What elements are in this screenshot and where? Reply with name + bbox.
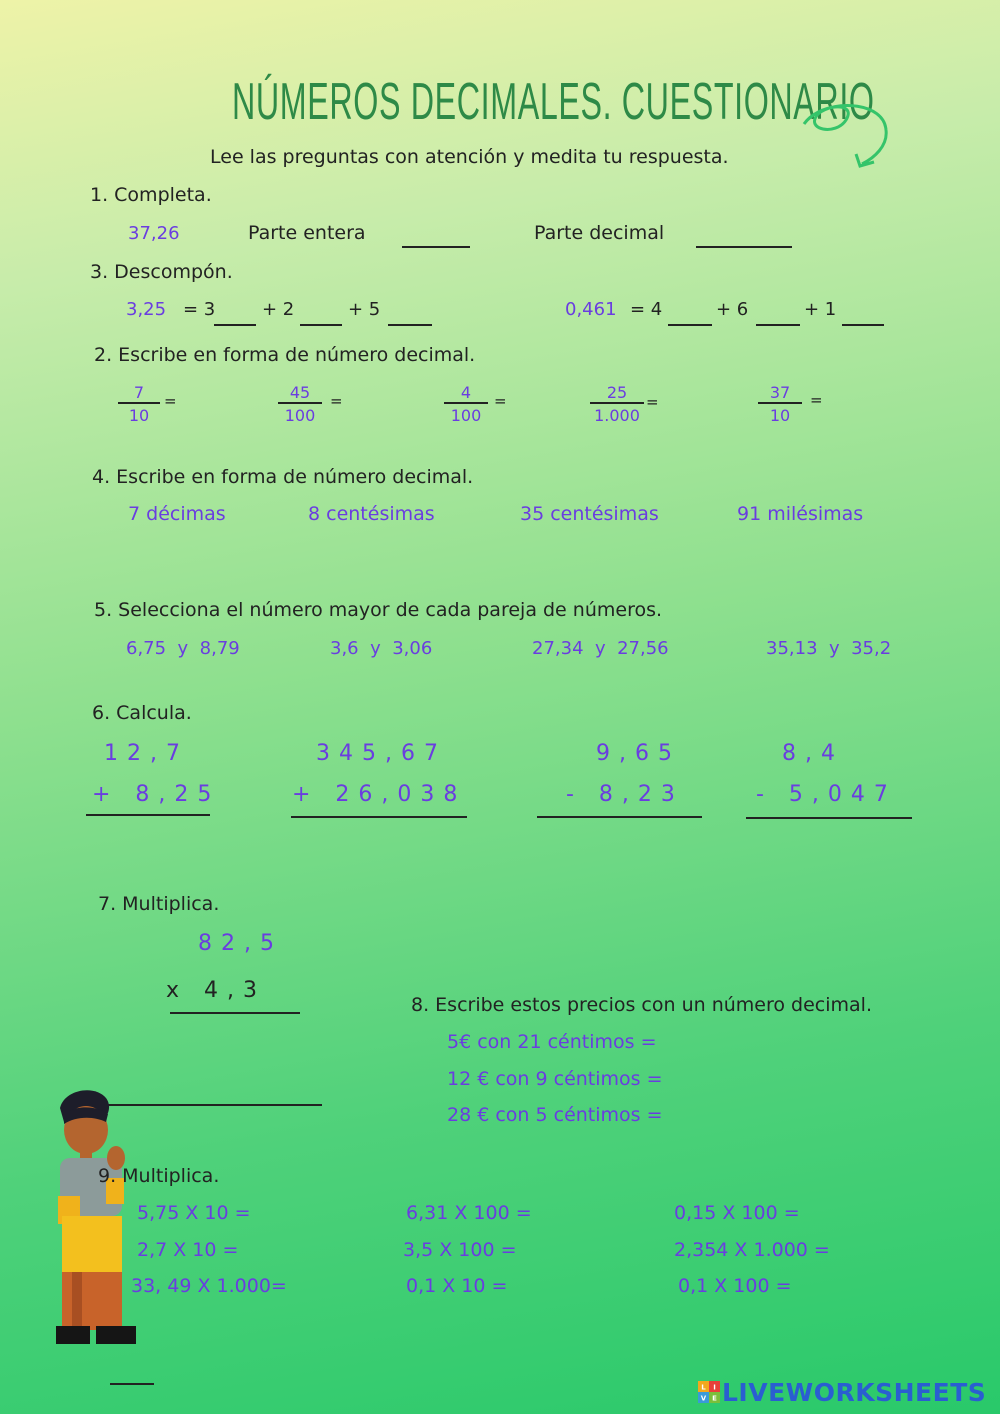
- q1-label: 1. Completa.: [90, 184, 212, 206]
- q3-a-number: 3,25: [126, 299, 167, 320]
- q3-b-input-1[interactable]: [668, 308, 712, 326]
- page-subtitle: Lee las preguntas con atención y medita tu respuesta.: [210, 146, 729, 168]
- fraction-denominator: 1.000: [594, 406, 640, 425]
- q6-op-bottom: - 5,047: [756, 782, 897, 807]
- q6-answer-line[interactable]: [291, 816, 467, 818]
- fraction-denominator: 100: [284, 406, 316, 425]
- fraction-1: [118, 383, 160, 425]
- q9-item[interactable]: 6,31 X 100 =: [406, 1202, 532, 1224]
- q1-decimal-label: Parte decimal: [534, 222, 665, 244]
- q6-label: 6. Calcula.: [92, 702, 192, 724]
- q7-top: 82,5: [198, 931, 283, 956]
- equals-sign: =: [646, 393, 659, 411]
- q5-label: 5. Selecciona el número mayor de cada pareja de números.: [94, 599, 663, 621]
- fraction-denominator: 100: [450, 406, 482, 425]
- q3-a-part-2: + 2: [262, 299, 295, 320]
- q6-answer-line[interactable]: [746, 817, 912, 819]
- q5-option[interactable]: 6,75: [126, 638, 167, 659]
- q9-item[interactable]: 2,7 X 10 =: [137, 1239, 239, 1261]
- fraction-5: [758, 383, 802, 425]
- q3-b-part-3: + 1: [804, 299, 837, 320]
- q5-pair: [532, 638, 669, 659]
- q6-op-bottom: + 8,25: [92, 782, 221, 807]
- q5-option[interactable]: 3,6: [330, 638, 359, 659]
- q1-decimal-input[interactable]: [696, 232, 792, 248]
- q9-item[interactable]: 33, 49 X 1.000=: [131, 1275, 287, 1297]
- q9-item[interactable]: 0,1 X 10 =: [406, 1275, 508, 1297]
- q9-item[interactable]: 0,15 X 100 =: [674, 1202, 800, 1224]
- q5-connector: y: [828, 638, 840, 659]
- liveworksheets-logo-icon: [698, 1381, 720, 1403]
- q7-partial-line[interactable]: [170, 1012, 300, 1014]
- q5-pair: [126, 638, 240, 659]
- q9-label: 9. Multiplica.: [98, 1165, 220, 1187]
- q3-label: 3. Descompón.: [90, 261, 233, 283]
- q5-option[interactable]: 35,13: [766, 638, 818, 659]
- q5-option[interactable]: 27,56: [617, 638, 669, 659]
- q3-a-input-2[interactable]: [300, 308, 342, 326]
- q5-connector: y: [177, 638, 189, 659]
- stray-line: [110, 1383, 154, 1385]
- watermark-text: LIVEWORKSHEETS: [722, 1378, 987, 1407]
- svg-text:I: I: [713, 1383, 716, 1392]
- q3-a-part-3: + 5: [348, 299, 381, 320]
- q2-label: 2. Escribe en forma de número decimal.: [94, 344, 476, 366]
- q5-option[interactable]: 27,34: [532, 638, 584, 659]
- q6-answer-line[interactable]: [86, 814, 210, 816]
- q5-option[interactable]: 3,06: [392, 638, 433, 659]
- fraction-4: [590, 383, 644, 425]
- q3-b-part-1: = 4: [630, 299, 663, 320]
- q1-number: 37,26: [128, 223, 180, 244]
- q5-connector: y: [594, 638, 606, 659]
- q5-option[interactable]: 35,2: [851, 638, 892, 659]
- fraction-numerator: 4: [444, 383, 488, 404]
- q5-pair: [766, 638, 891, 659]
- svg-text:V: V: [700, 1394, 707, 1403]
- q4-item[interactable]: 7 décimas: [128, 503, 226, 525]
- q8-label: 8. Escribe estos precios con un número decimal.: [411, 994, 872, 1016]
- q7-bottom: x 4,3: [166, 978, 266, 1003]
- q3-a-input-3[interactable]: [388, 308, 432, 326]
- page-title: NÚMEROS DECIMALES. CUESTIONARIO: [232, 73, 875, 131]
- curly-arrow-icon: [798, 96, 894, 174]
- q6-op-bottom: + 26,038: [292, 782, 467, 807]
- q6-op-bottom: - 8,23: [566, 782, 684, 807]
- fraction-numerator: 45: [278, 383, 322, 404]
- q6-op-top: 345,67: [316, 741, 447, 766]
- q1-whole-input[interactable]: [402, 232, 470, 248]
- q6-op-top: 12,7: [104, 741, 189, 766]
- q9-item[interactable]: 5,75 X 10 =: [137, 1202, 251, 1224]
- q5-connector: y: [370, 638, 381, 659]
- q4-item[interactable]: 8 centésimas: [308, 503, 435, 525]
- equals-sign: =: [330, 392, 343, 410]
- q9-item[interactable]: 2,354 X 1.000 =: [674, 1239, 830, 1261]
- q7-label: 7. Multiplica.: [98, 893, 220, 915]
- svg-text:L: L: [701, 1383, 706, 1392]
- q8-item[interactable]: 5€ con 21 céntimos =: [447, 1031, 657, 1053]
- equals-sign: =: [810, 391, 823, 409]
- thinking-boy-illustration: [50, 1086, 146, 1348]
- fraction-numerator: 7: [118, 383, 160, 404]
- q5-pair: [330, 638, 432, 659]
- fraction-numerator: 37: [758, 383, 802, 404]
- q9-item[interactable]: 0,1 X 100 =: [678, 1275, 792, 1297]
- q6-op-top: 9,65: [596, 741, 681, 766]
- equals-sign: =: [494, 392, 507, 410]
- q3-b-number: 0,461: [565, 299, 617, 320]
- q3-b-part-2: + 6: [716, 299, 749, 320]
- fraction-3: [444, 383, 488, 425]
- q6-op-top: 8,4: [782, 741, 844, 766]
- q3-b-input-3[interactable]: [842, 308, 884, 326]
- fraction-numerator: 25: [590, 383, 644, 404]
- fraction-denominator: 10: [769, 406, 791, 425]
- q8-item[interactable]: 28 € con 5 céntimos =: [447, 1104, 663, 1126]
- q3-a-part-1: = 3: [183, 299, 216, 320]
- equals-sign: =: [164, 392, 177, 410]
- fraction-denominator: 10: [128, 406, 150, 425]
- q3-a-input-1[interactable]: [214, 308, 256, 326]
- fraction-2: [278, 383, 322, 425]
- q9-item[interactable]: 3,5 X 100 =: [403, 1239, 517, 1261]
- q1-whole-label: Parte entera: [248, 222, 366, 244]
- q4-item[interactable]: 35 centésimas: [520, 503, 659, 525]
- q6-answer-line[interactable]: [537, 816, 702, 818]
- q8-item[interactable]: 12 € con 9 céntimos =: [447, 1068, 663, 1090]
- q4-item[interactable]: 91 milésimas: [737, 503, 864, 525]
- svg-text:E: E: [712, 1394, 717, 1403]
- q3-b-input-2[interactable]: [756, 308, 800, 326]
- q4-label: 4. Escribe en forma de número decimal.: [92, 466, 474, 488]
- q5-option[interactable]: 8,79: [199, 638, 240, 659]
